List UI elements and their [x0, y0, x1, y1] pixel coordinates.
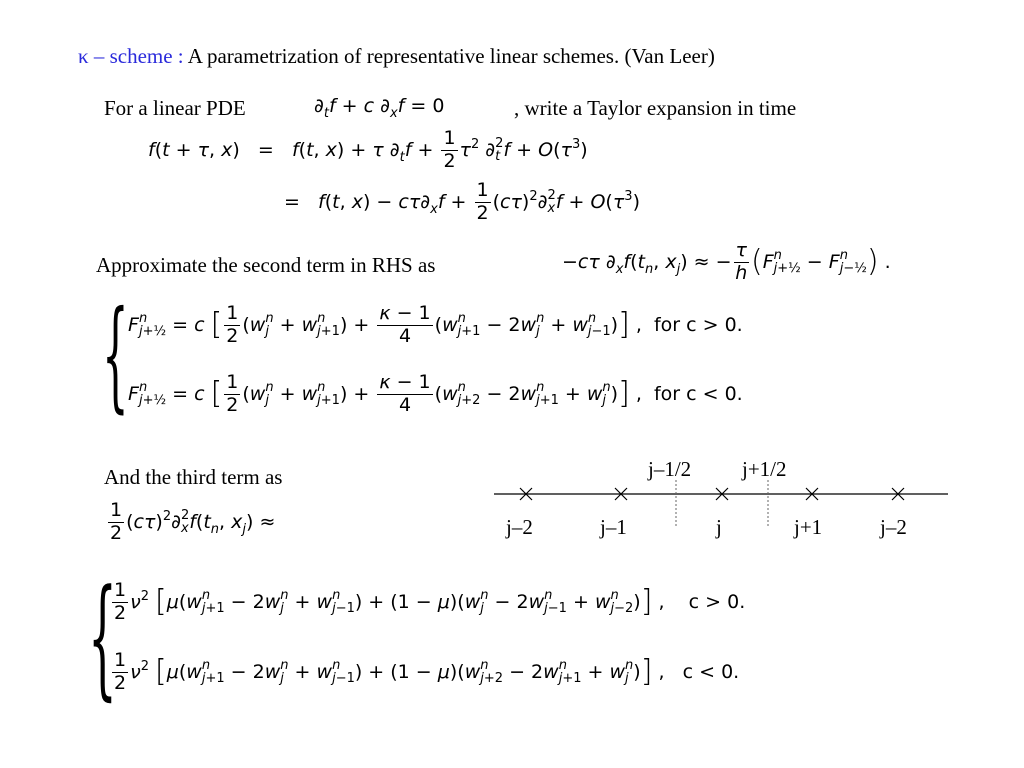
diffusion-brace: { [88, 561, 117, 713]
cond-c-negative: for c < 0. [653, 382, 743, 405]
third-term-intro: And the third term as [104, 465, 283, 489]
cond-c-positive-2: c > 0. [688, 590, 746, 613]
pde-intro-after: , write a Taylor expansion in time [514, 96, 797, 120]
flux-line-c-positive: F n j+½ = c [ $\frac{1}{2}$ (w n j + w n j+1 ) + $\frac{\kappa - 1}{4}$ (w n j+1 − 2w n j + w n j−1 )] , for c > 0. [128, 302, 743, 347]
half-label-left: j–1/2 [648, 457, 692, 481]
flux-line-c-negative: F n j+½ = c [ $\frac{1}{2}$ (w n j + w n j+1 ) + $\frac{\kappa - 1}{4}$ (w n j+2 − 2w n j+1 + w n j )] , for c < 0. [128, 371, 743, 416]
taylor-line-1: f(t + τ, x) = f(t, x) + τ $\partial_tf$ + $\frac{1}{2}$ $\tau^2$ ∂ 2 t $f + O(\tau^3)$ [148, 127, 588, 172]
taylor-line-2: = f(t, $x) - c\tau\partial_xf$ + $\frac{1}{2}$ $(c\tau)^2\partial$ 2 x $f + O(\tau^3)$ [284, 179, 640, 224]
third-term-expression: $\frac{1}{2}$ $(c\tau)^2\partial$ 2 x $f(t_n$, $x_j$) ≈ [110, 499, 276, 544]
diffusion-line-c-negative: $\frac{1}{2}$ $\nu^2$ [μ(w n j+1 − 2w n j + w n j−1 ) + (1 − μ)(w n j+2 − 2w n j+1 + w n j )] , c < 0. [114, 649, 740, 694]
node-label-j-minus-1: j–1 [600, 515, 627, 539]
node-label-j-minus-2: j–2 [506, 515, 533, 539]
title-keyword: κ – scheme : [78, 44, 184, 68]
node-label-j-plus-2: j–2 [880, 515, 907, 539]
half-label-right: j+1/2 [742, 457, 787, 481]
grid-diagram [488, 450, 958, 550]
pde-intro-before: For a linear PDE [104, 96, 246, 120]
title-text: A parametrization of representative linear schemes. (Van Leer) [187, 44, 715, 68]
rhs-intro: Approximate the second term in RHS as [96, 253, 436, 277]
slide-title [78, 44, 715, 69]
flux-brace: { [102, 286, 129, 425]
pde-equation: $\partial_tf + c$ $\partial_xf = 0$ [314, 95, 445, 121]
node-label-j-plus-1: j+1 [794, 515, 823, 539]
cond-c-negative-2: c < 0. [682, 660, 740, 683]
node-label-j: j [716, 515, 722, 539]
diffusion-line-c-positive: $\frac{1}{2}$ $\nu^2$ [μ(w n j+1 − 2w n j + w n j−1 ) + (1 − μ)(w n j − 2w n j−1 + w n j−2 )] , c > 0. [114, 579, 746, 624]
cond-c-positive: for c > 0. [653, 313, 743, 336]
rhs-approximation: −cτ $\partial_xf(t_n$, $x_j$) ≈ − $\frac{\tau}{h}$ (F n j+½ − F n j−½ ) . [562, 239, 891, 284]
